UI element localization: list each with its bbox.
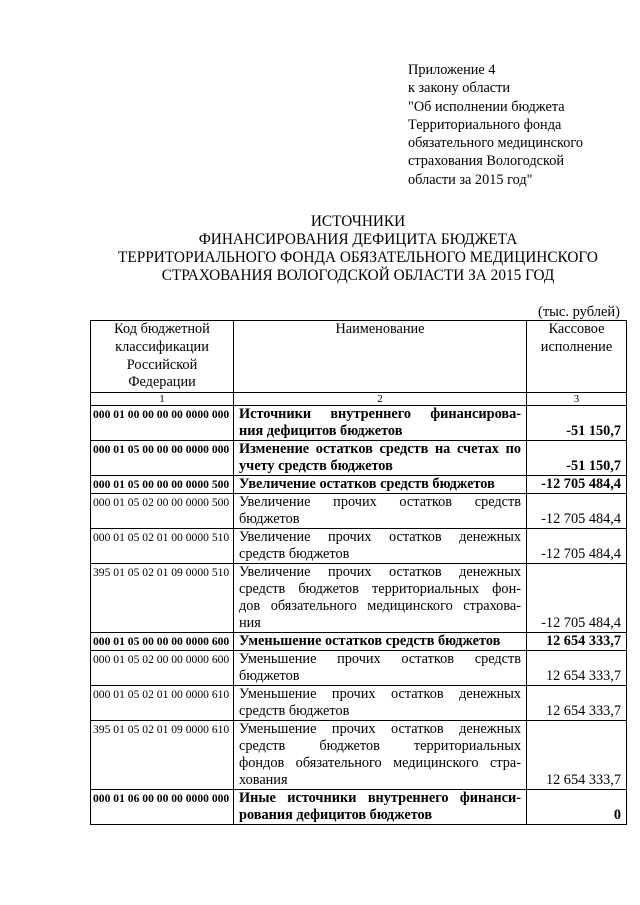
cash-execution-amount: 12 654 333,7 <box>545 772 621 789</box>
column-number: 3 <box>527 393 627 406</box>
item-name-cell <box>234 790 527 825</box>
cash-execution-amount: -51 150,7 <box>566 423 621 440</box>
header-line: исполнение <box>540 338 613 355</box>
item-name-line: Уменьшение прочих остатков средств <box>239 651 521 668</box>
budget-classification-code: 000 01 05 02 01 00 0000 610 <box>93 688 230 702</box>
cash-execution-cell <box>527 494 627 529</box>
item-name-cell <box>234 494 527 529</box>
cash-execution-amount: -51 150,7 <box>566 458 621 475</box>
budget-code-cell <box>91 633 234 651</box>
item-name-cell <box>234 441 527 476</box>
item-name-line: средств бюджетов территориальных фон- <box>239 581 521 598</box>
item-name-cell <box>234 476 527 494</box>
header-line: классификации <box>115 338 209 355</box>
item-name-line: Увеличение остатков средств бюджетов <box>239 476 495 493</box>
header-cash-execution <box>527 321 627 393</box>
document-title <box>90 213 626 285</box>
item-name-line: Уменьшение прочих остатков денежных <box>239 721 521 738</box>
budget-classification-code: 000 01 05 00 00 00 0000 500 <box>93 478 230 492</box>
title-line: СТРАХОВАНИЯ ВОЛОГОДСКОЙ ОБЛАСТИ ЗА 2015 ГОД <box>161 267 555 284</box>
item-name-line: бюджетов <box>239 668 300 685</box>
table-body <box>91 406 627 825</box>
item-name-line: рования дефицитов бюджетов <box>239 807 433 824</box>
cash-execution-amount: -12 705 484,4 <box>541 511 621 528</box>
header-line: Наименование <box>335 321 425 337</box>
cash-execution-cell <box>527 686 627 721</box>
budget-code-cell <box>91 476 234 494</box>
item-name-line: Увеличение прочих остатков средств <box>239 494 521 511</box>
cash-execution-amount: -12 705 484,4 <box>541 476 621 493</box>
item-name-cell <box>234 721 527 790</box>
financing-sources-table <box>90 320 627 825</box>
item-name-line: Иные источники внутреннего финанси- <box>239 790 521 807</box>
item-name-cell <box>234 406 527 441</box>
budget-code-cell <box>91 494 234 529</box>
item-name-line: Источники внутреннего финансирова- <box>239 406 521 423</box>
item-name-cell <box>234 564 527 633</box>
item-name-line: ния <box>239 615 261 632</box>
budget-code-cell <box>91 651 234 686</box>
header-line: Код бюджетной <box>114 321 210 337</box>
cash-execution-cell <box>527 633 627 651</box>
budget-classification-code: 000 01 05 02 01 00 0000 510 <box>93 531 230 545</box>
table-row <box>91 721 627 790</box>
item-name-line: средств бюджетов <box>239 703 350 720</box>
appendix-line: к закону области <box>408 80 511 97</box>
budget-classification-code: 000 01 06 00 00 00 0000 000 <box>93 792 230 806</box>
appendix-line: Приложение 4 <box>408 62 496 78</box>
table-row <box>91 476 627 494</box>
appendix-line: области за 2015 год" <box>408 171 533 188</box>
budget-code-cell <box>91 721 234 790</box>
appendix-line: страхования Вологодской <box>408 153 565 170</box>
item-name-cell <box>234 651 527 686</box>
item-name-line: Увеличение прочих остатков денежных <box>239 564 521 581</box>
column-number: 1 <box>91 393 234 406</box>
budget-classification-code: 000 01 05 00 00 00 0000 000 <box>93 443 230 457</box>
item-name-cell <box>234 686 527 721</box>
cash-execution-cell <box>527 564 627 633</box>
cash-execution-amount: 0 <box>613 807 621 824</box>
item-name-line: Уменьшение остатков средств бюджетов <box>239 633 501 650</box>
table-row <box>91 564 627 633</box>
table-row <box>91 441 627 476</box>
header-line: Федерации <box>128 374 196 391</box>
budget-code-cell <box>91 686 234 721</box>
budget-classification-code: 395 01 05 02 01 09 0000 610 <box>93 723 230 737</box>
item-name-line: Уменьшение прочих остатков денежных <box>239 686 521 703</box>
cash-execution-amount: -12 705 484,4 <box>541 546 621 563</box>
table-row <box>91 529 627 564</box>
table-row <box>91 406 627 441</box>
appendix-line: "Об исполнении бюджета <box>408 98 565 115</box>
cash-execution-cell <box>527 476 627 494</box>
item-name-line: учету средств бюджетов <box>239 458 393 475</box>
table-row <box>91 686 627 721</box>
header-name <box>234 321 527 393</box>
header-line: Российской <box>126 356 198 373</box>
appendix-line: обязательного медицинского <box>408 135 583 152</box>
budget-classification-code: 000 01 05 02 00 00 0000 600 <box>93 653 230 667</box>
item-name-cell <box>234 529 527 564</box>
table-row <box>91 651 627 686</box>
item-name-line: ния дефицитов бюджетов <box>239 423 403 440</box>
budget-code-cell <box>91 564 234 633</box>
appendix-note <box>408 61 583 189</box>
title-line: ТЕРРИТОРИАЛЬНОГО ФОНДА ОБЯЗАТЕЛЬНОГО МЕДИЦИНСКОГО <box>118 249 598 266</box>
column-number: 2 <box>234 393 527 406</box>
item-name-line: Увеличение прочих остатков денежных <box>239 529 521 546</box>
cash-execution-amount: 12 654 333,7 <box>545 703 621 720</box>
cash-execution-amount: -12 705 484,4 <box>541 615 621 632</box>
item-name-line: дов обязательного медицинского страхова- <box>239 598 521 615</box>
budget-classification-code: 000 01 05 02 00 00 0000 500 <box>93 496 230 510</box>
cash-execution-amount: 12 654 333,7 <box>545 668 621 685</box>
item-name-line: фондов обязательного медицинского стра- <box>239 755 521 772</box>
item-name-cell <box>234 633 527 651</box>
cash-execution-cell <box>527 529 627 564</box>
header-budget-code <box>91 321 234 393</box>
table-row <box>91 790 627 825</box>
cash-execution-cell <box>527 406 627 441</box>
appendix-line: Территориального фонда <box>408 116 562 133</box>
column-numbers-row <box>91 393 627 406</box>
budget-code-cell <box>91 441 234 476</box>
item-name-line: бюджетов <box>239 511 300 528</box>
cash-execution-amount: 12 654 333,7 <box>545 633 621 650</box>
budget-code-cell <box>91 406 234 441</box>
header-row <box>91 321 627 393</box>
title-line: ИСТОЧНИКИ <box>310 213 406 230</box>
budget-classification-code: 395 01 05 02 01 09 0000 510 <box>93 566 230 580</box>
cash-execution-cell <box>527 721 627 790</box>
header-line: Кассовое <box>548 321 605 337</box>
cash-execution-cell <box>527 651 627 686</box>
budget-classification-code: 000 01 05 00 00 00 0000 600 <box>93 635 230 649</box>
title-line: ФИНАНСИРОВАНИЯ ДЕФИЦИТА БЮДЖЕТА <box>198 231 518 248</box>
budget-code-cell <box>91 529 234 564</box>
units-note: (тыс. рублей) <box>538 304 620 320</box>
table-row <box>91 633 627 651</box>
item-name-line: средств бюджетов <box>239 546 350 563</box>
cash-execution-cell <box>527 441 627 476</box>
item-name-line: Изменение остатков средств на счетах по <box>239 441 521 458</box>
budget-code-cell <box>91 790 234 825</box>
cash-execution-cell <box>527 790 627 825</box>
table-row <box>91 494 627 529</box>
item-name-line: хования <box>239 772 288 789</box>
item-name-line: средств бюджетов территориальных <box>239 738 521 755</box>
budget-classification-code: 000 01 00 00 00 00 0000 000 <box>93 408 230 422</box>
